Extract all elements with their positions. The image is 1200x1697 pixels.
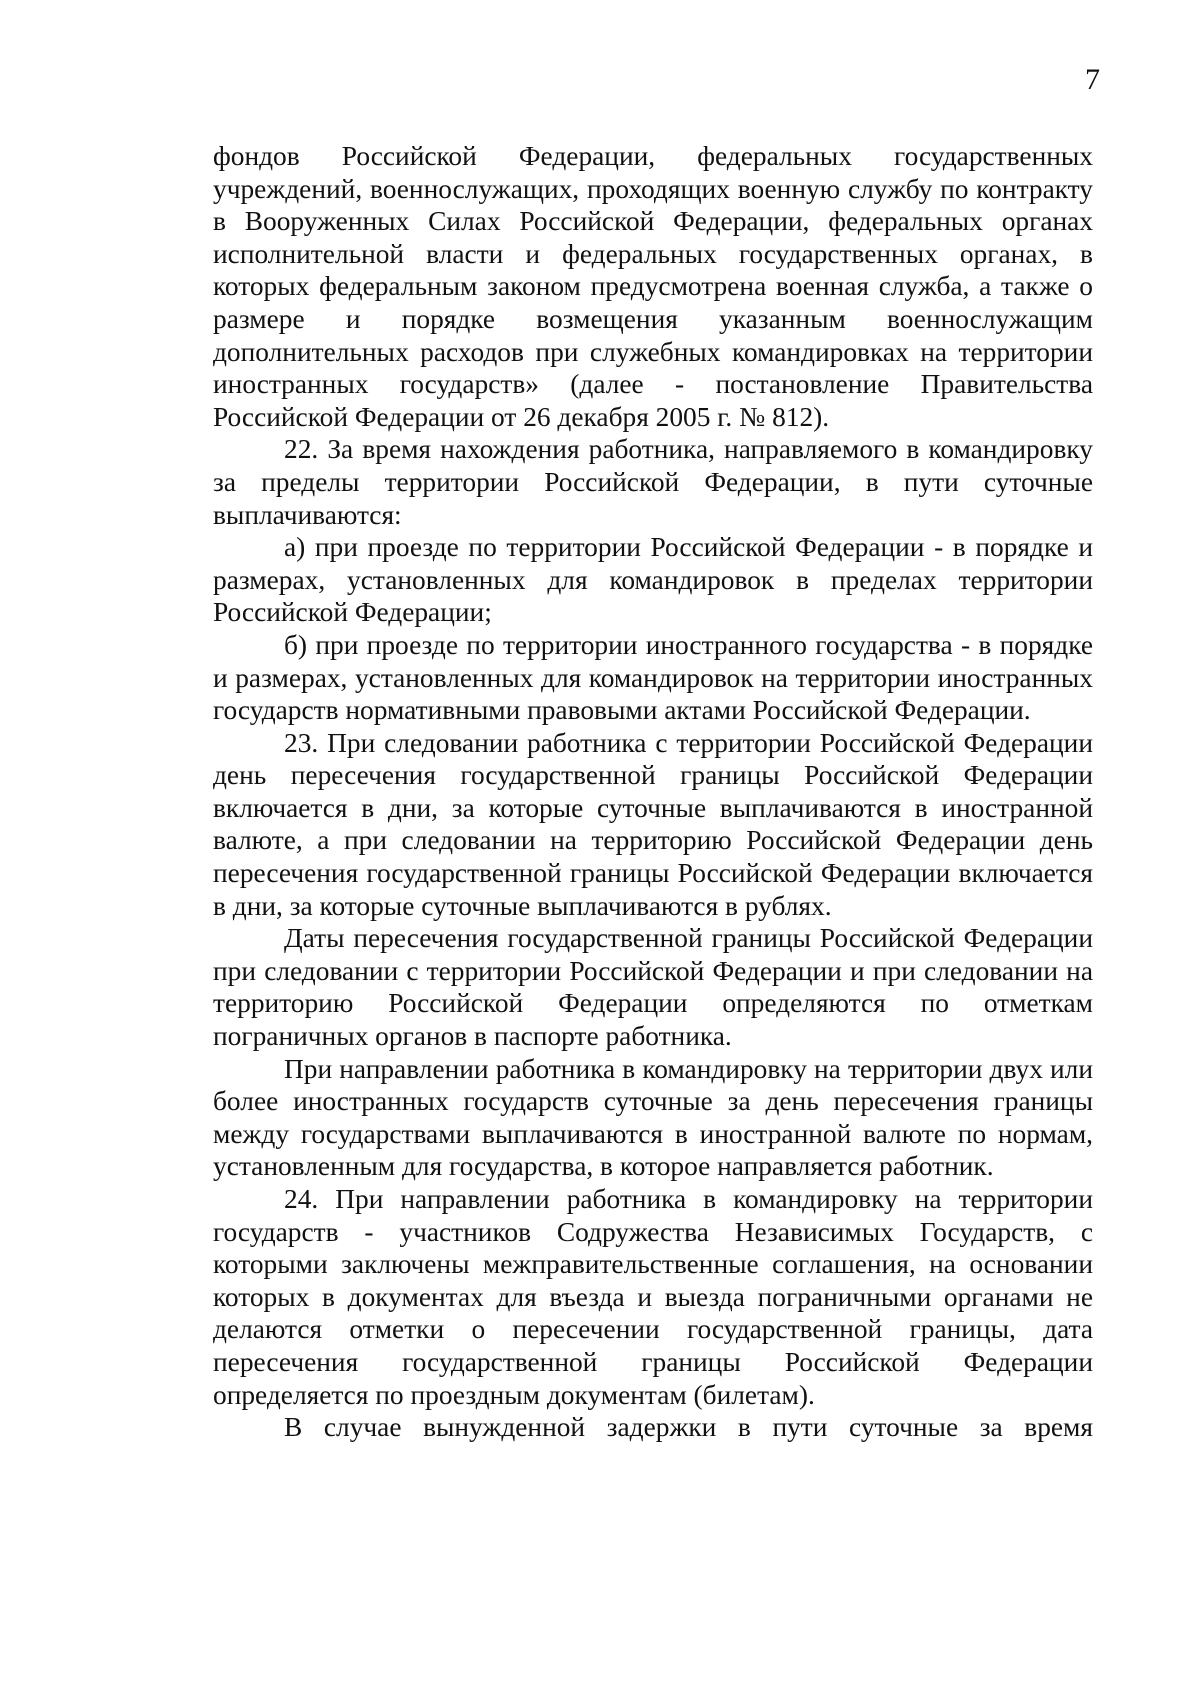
paragraph-continuation: фондов Российской Федерации, федеральных государственных учреждений, военнослужащих, проходящих военную службу по контракту в Вооруженных Силах Российской Федерации, федеральных органах исполнительной власти и федеральных государственных органах, в которых федеральным законом предусмотрена военная служба, а также о размере и порядке возмещения указанным военнослужащим дополнительных расходов при служебных командировках на территории иностранных государств» (далее - постановление Правительства Российской Федерации от 26 декабря 2005 г. № 812). (213, 141, 1093, 432)
paragraph-22-a: а) при проезде по территории Российской Федерации - в порядке и размерах, установленных для командировок в пределах территории Российской Федерации; (213, 532, 1093, 628)
paragraph-23-dates: Даты пересечения государственной границы Российской Федерации при следовании с территории Российской Федерации и при следовании на территорию Российской Федерации определяются по отметкам пограничных органов в паспорте работника. (213, 923, 1093, 1052)
document-body (213, 140, 1093, 1444)
paragraph-24: 24. При направлении работника в командировку на территории государств - участников Содружества Независимых Государств, с которыми заключены межправительственные соглашения, на основании которых в документах для въезда и выезда пограничными органами не делаются отметки о пересечении государственной границы, дата пересечения государственной границы Российской Федерации определяется по проездным документам (билетам). (213, 1184, 1093, 1410)
paragraph-22: 22. За время нахождения работника, направляемого в командировку за пределы территории Российской Федерации, в пути суточные выплачиваются: (213, 434, 1093, 530)
paragraph-22-b: б) при проезде по территории иностранного государства - в порядке и размерах, установленных для командировок на территории иностранных государств нормативными правовыми актами Российской Федерации. (213, 629, 1093, 726)
paragraph-23: 23. При следовании работника с территории Российской Федерации день пересечения государственной границы Российской Федерации включается в дни, за которые суточные выплачиваются в иностранной валюте, а при следовании на территорию Российской Федерации день пересечения государственной границы Российской Федерации включается в дни, за которые суточные выплачиваются в рублях. (213, 727, 1093, 921)
page-number: 7 (1085, 63, 1100, 96)
paragraph-23-multiple-states: При направлении работника в командировку на территории двух или более иностранных государств суточные за день пересечения границы между государствами выплачиваются в иностранной валюте по нормам, установленным для государства, в которое направляется работник. (213, 1053, 1093, 1182)
paragraph-24-delay: В случае вынужденной задержки в пути суточные за время (284, 1412, 1093, 1443)
